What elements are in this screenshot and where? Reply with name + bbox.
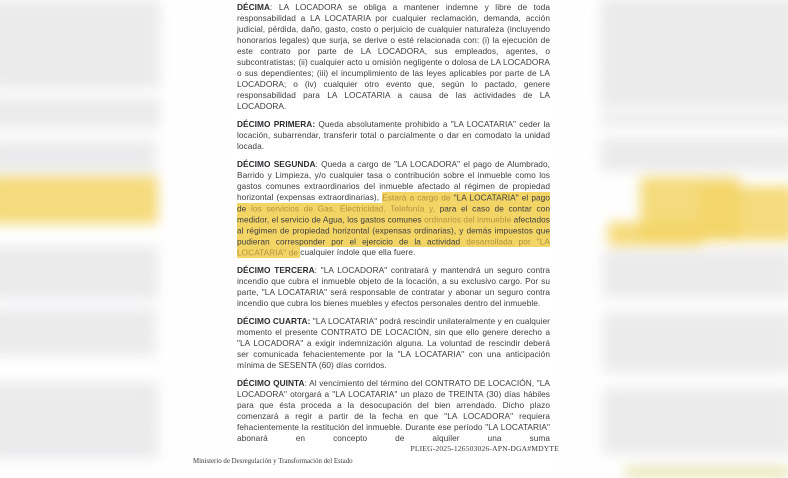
blurred-text-block bbox=[0, 384, 158, 458]
blurred-text-block bbox=[0, 100, 160, 127]
highlighted-text: Estará a cargo de bbox=[382, 192, 454, 202]
clausula-decimo-tercera bbox=[237, 265, 550, 309]
blurred-text-block bbox=[601, 0, 788, 108]
clause-heading: DÉCIMA bbox=[237, 2, 271, 12]
clause-text: cualquier índole que ella fuere. bbox=[300, 247, 416, 257]
clause-text: : Al vencimiento del término del CONTRATO DE LOCACIÓN, "LA LOCADORA" otorgará a "LA LOCATARIA" un plazo de TREINTA (30) días hábiles para que ésta proceda a la desocupación del bien arrendado. Dicho plazo comenzará a regir a partir de la fecha en que "LA LOCADORA" requiera fehacientemente la restitución del inmueble. Durante ese período "LA LOCATARIA" abonará en concepto de alquiler una suma bbox=[237, 378, 550, 443]
clause-heading: DÉCIMO SEGUNDA bbox=[237, 159, 316, 169]
clause-text: : Queda a cargo de "LA LOCADORA" el pago de Alumbrado, Barrido y Limpieza, y/o cualquier tasa o contribución sobre el inmueble como los gastos comunes extraordinarios del inmueble afectado al régimen de propiedad horizontal (expensas extraordinarias), bbox=[237, 159, 550, 202]
clausula-decimo-cuarta bbox=[237, 316, 550, 371]
highlighted-text: desarrollada por "LA LOCATARIA" de bbox=[237, 236, 550, 257]
plieg-stamp: PLIEG-2025-126503026-APN-DGA#MDYTE bbox=[410, 444, 559, 453]
blurred-text-block bbox=[0, 248, 158, 298]
blurred-highlight bbox=[608, 222, 703, 246]
clause-text: : LA LOCADORA se obliga a mantener indemne y libre de toda responsabilidad a LA LOCATARIA por cualquier reclamación, demanda, acción judicial, pérdida, daño, gasto, costo o perjuicio de cualquier naturaleza (incluyendo honorarios legales) que surja, se derive o esté relacionada con: (i) la ejecución de este contrato por parte de LA LOCADORA, sus empleados, agentes, o subcontratistas; (ii) cualquier acto u omisión negligente o dolosa de LA LOCADORA o sus dependientes; (iii) el incumplimiento de las leyes aplicables por parte de LA LOCADORA; o (iv) cualquier otro evento que, según lo pactado, genere responsabilidad para LA LOCATARIA a causa de las actividades de LA LOCADORA. bbox=[237, 2, 550, 111]
blurred-text-block bbox=[603, 390, 788, 456]
highlighted-text: ordinarios del inmueble bbox=[424, 214, 514, 224]
contract-body bbox=[228, 0, 558, 444]
highlighted-text: los servicios de Gas, Electricidad, Telefonía y, bbox=[250, 203, 440, 213]
blurred-text-block bbox=[0, 142, 156, 173]
contract-page bbox=[228, 0, 558, 476]
blurred-highlight bbox=[700, 186, 788, 241]
clausula-decimo-quinta bbox=[237, 378, 550, 444]
highlighted-text: "LA LOCATARIA" el pago de bbox=[237, 192, 550, 213]
clause-heading: DÉCIMO CUARTA: bbox=[237, 316, 311, 326]
clause-text: : "LA LOCADORA" contratará y mantendrá un seguro contra incendio que cubra el inmueble objeto de la locación, a su exclusivo cargo. Por su parte, "LA LOCATARIA" será responsable de contratar y abonar un seguro contra incendio que cubra los bienes muebles y efectos personales dentro del inmueble. bbox=[237, 265, 550, 308]
blurred-highlight bbox=[625, 466, 788, 478]
clausula-decimo-segunda bbox=[237, 159, 550, 258]
blurred-text-block bbox=[603, 252, 788, 298]
clause-heading: DÉCIMO TERCERA bbox=[237, 265, 315, 275]
ministry-footer: Ministerio de Desregulación y Transformación del Estado bbox=[193, 458, 353, 465]
blurred-text-block bbox=[0, 2, 160, 90]
blurred-text-block bbox=[601, 140, 788, 172]
clause-heading: DÉCIMO PRIMERA: bbox=[237, 119, 316, 129]
blurred-highlight bbox=[640, 177, 740, 241]
clausula-decimo-primera bbox=[237, 119, 550, 152]
highlighted-text: para el caso de contar con medidor, el servicio de Agua, los gastos comunes bbox=[237, 203, 550, 224]
blurred-highlight bbox=[0, 176, 158, 224]
clause-text: Queda absolutamente prohibido a "LA LOCATARIA" ceder la locación, subarrendar, transferir total o parcialmente o dar en comodato la unidad locada. bbox=[237, 119, 551, 151]
highlighted-text: afectados al régimen de propiedad horizontal (expensas ordinarias), y demás impuestos que pudieran corresponder por el ejercicio de la actividad bbox=[237, 214, 550, 246]
blurred-text-block bbox=[0, 310, 156, 356]
blurred-text-block bbox=[603, 314, 788, 372]
clause-heading: DÉCIMO QUINTA bbox=[237, 378, 305, 388]
clause-text: "LA LOCATARIA" podrá rescindir unilateralmente y en cualquier momento el presente CONTRATO DE LOCACIÓN, sin que ello genere derecho a "LA LOCADORA" a exigir indemnización alguna. La voluntad de rescindir deberá ser comunicada fehacientemente por la "LA LOCATARIA" con una anticipación mínima de SESENTA (60) días corridos. bbox=[237, 316, 550, 370]
clausula-decima bbox=[237, 2, 550, 112]
blurred-text-block bbox=[601, 115, 788, 127]
